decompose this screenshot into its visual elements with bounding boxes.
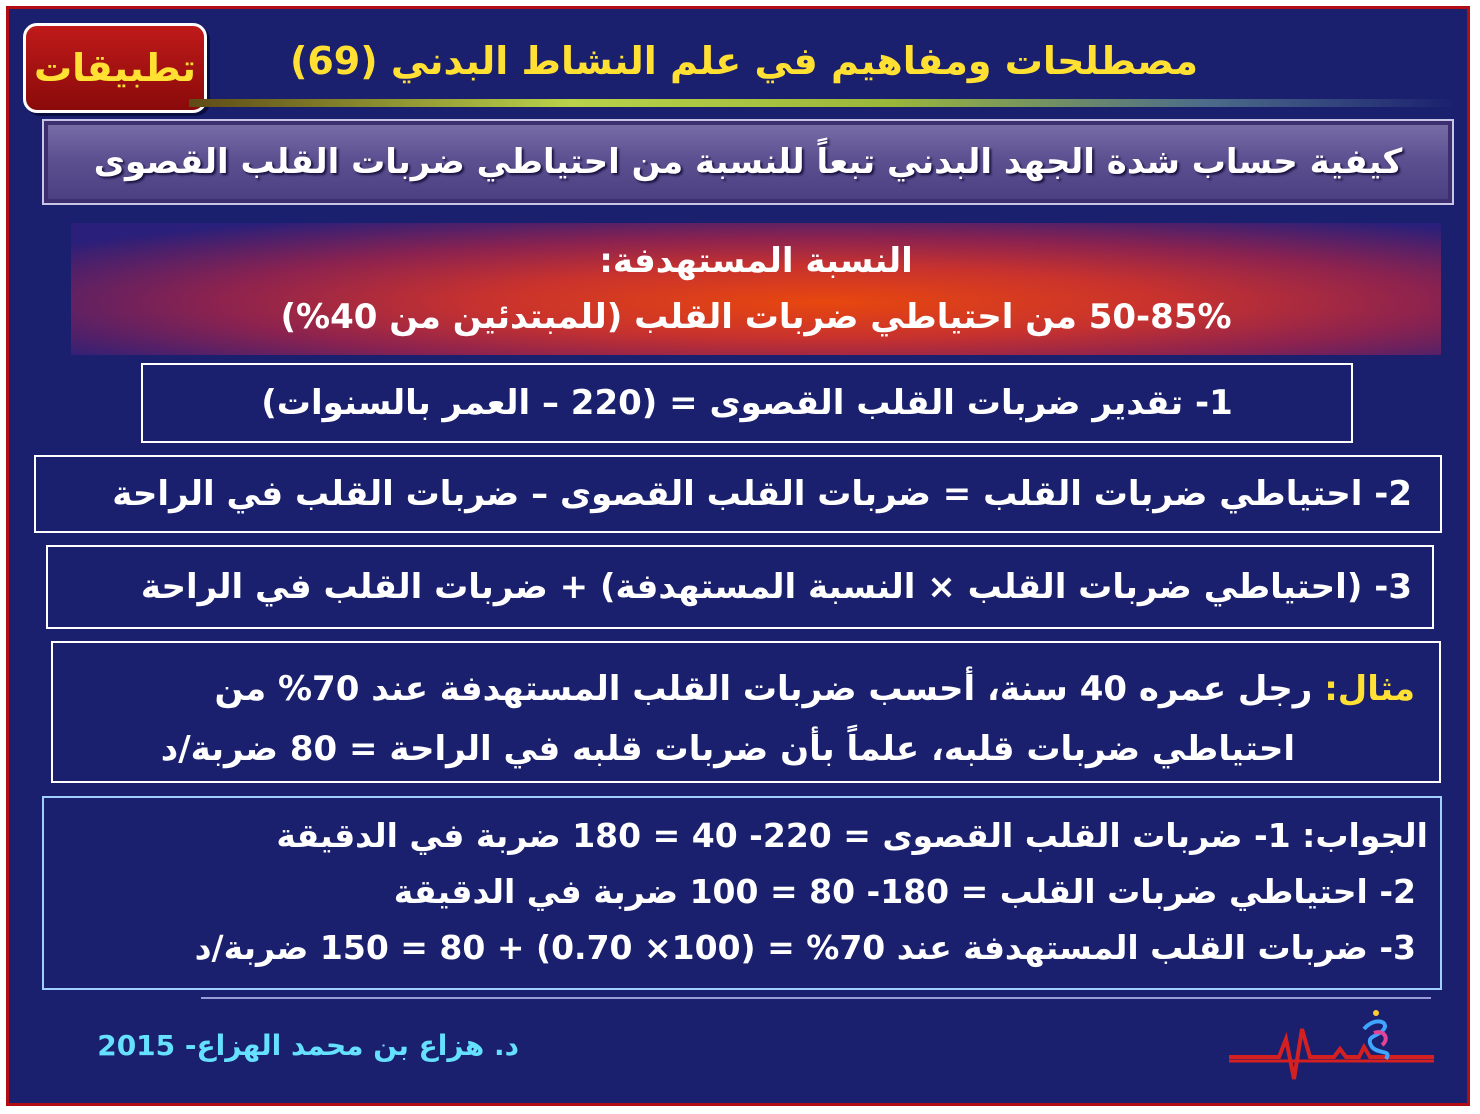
- example-line-2: [77, 719, 1415, 779]
- title-divider: [189, 99, 1459, 107]
- step-3-box: [46, 545, 1434, 629]
- target-heading: النسبة المستهدفة:: [599, 241, 913, 281]
- example-line-1: [77, 659, 1415, 719]
- step-1-box: [141, 363, 1353, 443]
- ecg-logo-icon: [1224, 999, 1439, 1099]
- answer-line-3: 3- ضربات القلب المستهدفة عند 70% = (100× 0.70) + 80 = 150 ضربة/د: [194, 928, 1416, 967]
- step-2-text: 2- احتياطي ضربات القلب = ضربات القلب القصوى – ضربات القلب في الراحة: [112, 474, 1412, 514]
- answer-line-2: 2- احتياطي ضربات القلب = 180- 80 = 100 ضربة في الدقيقة: [393, 872, 1416, 911]
- slide: [6, 6, 1470, 1106]
- author-credit: د. هزاع بن محمد الهزاع- 2015: [97, 1029, 519, 1062]
- section-subtitle: كيفية حساب شدة الجهد البدني تبعاً للنسبة من احتياطي ضربات القلب القصوى: [42, 119, 1454, 205]
- target-percentage-panel: [71, 223, 1441, 355]
- answer-line-1: الجواب: 1- ضربات القلب القصوى = 220- 40 = 180 ضربة في الدقيقة: [276, 816, 1428, 855]
- answer-box: [42, 796, 1442, 990]
- step-2-box: [34, 455, 1442, 533]
- page-title: مصطلحات ومفاهيم في علم النشاط البدني (69): [289, 39, 1199, 83]
- step-1-text: 1- تقدير ضربات القلب القصوى = (220 – العمر بالسنوات): [261, 383, 1233, 423]
- applications-badge: تطبيقات: [23, 23, 207, 113]
- example-label: مثال:: [1324, 669, 1415, 709]
- example-text-1: رجل عمره 40 سنة، أحسب ضربات القلب المستهدفة عند 70% من: [214, 669, 1325, 709]
- example-box: [51, 641, 1441, 783]
- target-range: 50-85% من احتياطي ضربات القلب (للمبتدئين من 40%): [280, 297, 1232, 337]
- step-3-text: 3- (احتياطي ضربات القلب × النسبة المستهدفة) + ضربات القلب في الراحة: [140, 567, 1412, 607]
- example-text-2: احتياطي ضربات قلبه، علماً بأن ضربات قلبه في الراحة = 80 ضربة/د: [160, 729, 1295, 769]
